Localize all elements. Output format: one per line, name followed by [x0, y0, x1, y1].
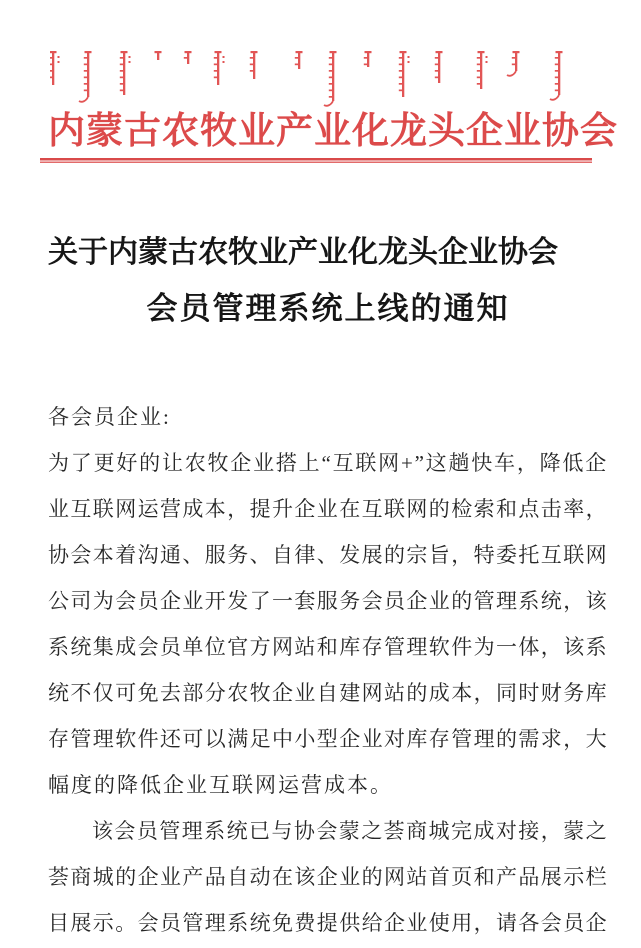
salutation: 各会员企业:: [48, 405, 171, 429]
body-line: 统不仅可免去部分农牧企业自建网站的成本，同时财务库: [48, 681, 608, 705]
body-line: 目展示。会员管理系统免费提供给企业使用，请各会员企: [48, 911, 608, 935]
notice-title-line1: 关于内蒙古农牧业产业化龙头企业协会: [48, 236, 558, 269]
body-line: 协会本着沟通、服务、自律、发展的宗旨，特委托互联网: [48, 543, 608, 567]
body-line: 业互联网运营成本，提升企业在互联网的检索和点击率，: [48, 497, 608, 521]
body-line: 幅度的降低企业互联网运营成本。: [48, 773, 393, 797]
letterhead-divider: [40, 158, 592, 164]
paragraph-2: [48, 808, 608, 946]
body-line: 存管理软件还可以满足中小型企业对库存管理的需求，大: [48, 727, 608, 751]
body-line: 为了更好的让农牧企业搭上“互联网+”这趟快车，降低企: [48, 451, 608, 475]
body-line: 公司为会员企业开发了一套服务会员企业的管理系统，该: [48, 589, 608, 613]
body-line: 荟商城的企业产品自动在该企业的网站首页和产品展示栏: [48, 865, 608, 889]
letterhead: [48, 0, 618, 164]
org-name: 内蒙古农牧业产业化龙头企业协会: [48, 111, 618, 152]
notice-title-line2: 会员管理系统上线的通知: [146, 291, 510, 326]
body-line: 系统集成会员单位官方网站和库存管理软件为一体，该系: [48, 635, 608, 659]
notice-title: [48, 232, 608, 330]
body-line: 该会员管理系统已与协会蒙之荟商城完成对接，蒙之: [92, 819, 608, 843]
mongolian-script-icon: [50, 48, 595, 108]
notice-body: [48, 394, 608, 946]
paragraph-1: [48, 440, 608, 808]
